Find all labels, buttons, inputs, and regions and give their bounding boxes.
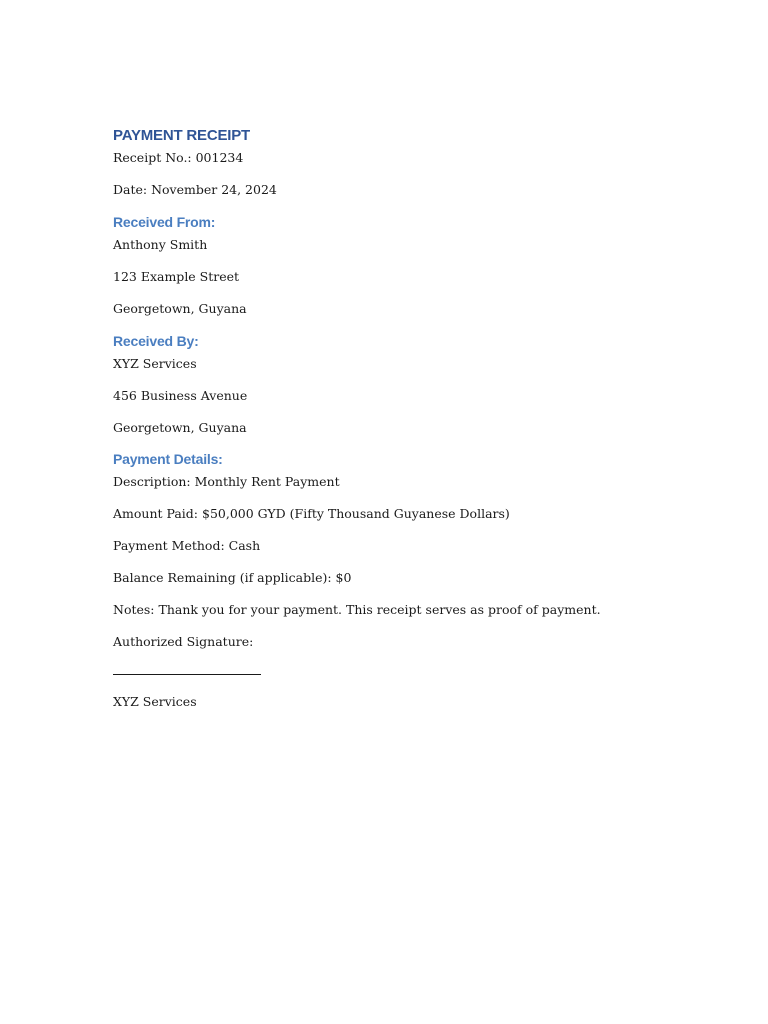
amount-paid: Amount Paid: $50,000 GYD (Fifty Thousand Guyanese Dollars) bbox=[113, 506, 510, 521]
payee-city: Georgetown, Guyana bbox=[113, 420, 247, 435]
payment-method: Payment Method: Cash bbox=[113, 538, 261, 553]
payer-address: 123 Example Street bbox=[113, 269, 240, 284]
receipt-number: Receipt No.: 001234 bbox=[113, 150, 244, 165]
received-by-heading: Received By: bbox=[113, 333, 199, 349]
payment-details-heading: Payment Details: bbox=[113, 451, 223, 467]
payment-notes: Notes: Thank you for your payment. This receipt serves as proof of payment. bbox=[113, 602, 601, 617]
receipt-date: Date: November 24, 2024 bbox=[113, 182, 277, 197]
payee-address: 456 Business Avenue bbox=[113, 388, 248, 403]
received-from-heading: Received From: bbox=[113, 214, 216, 230]
payer-city: Georgetown, Guyana bbox=[113, 301, 247, 316]
signature-line bbox=[113, 674, 261, 675]
document-title: PAYMENT RECEIPT bbox=[113, 127, 251, 144]
payer-name: Anthony Smith bbox=[113, 237, 208, 252]
signature-name: XYZ Services bbox=[113, 694, 197, 709]
balance-remaining: Balance Remaining (if applicable): $0 bbox=[113, 570, 352, 585]
payment-description: Description: Monthly Rent Payment bbox=[113, 474, 340, 489]
payee-name: XYZ Services bbox=[113, 356, 197, 371]
receipt-document bbox=[113, 124, 673, 713]
signature-label: Authorized Signature: bbox=[113, 634, 254, 649]
